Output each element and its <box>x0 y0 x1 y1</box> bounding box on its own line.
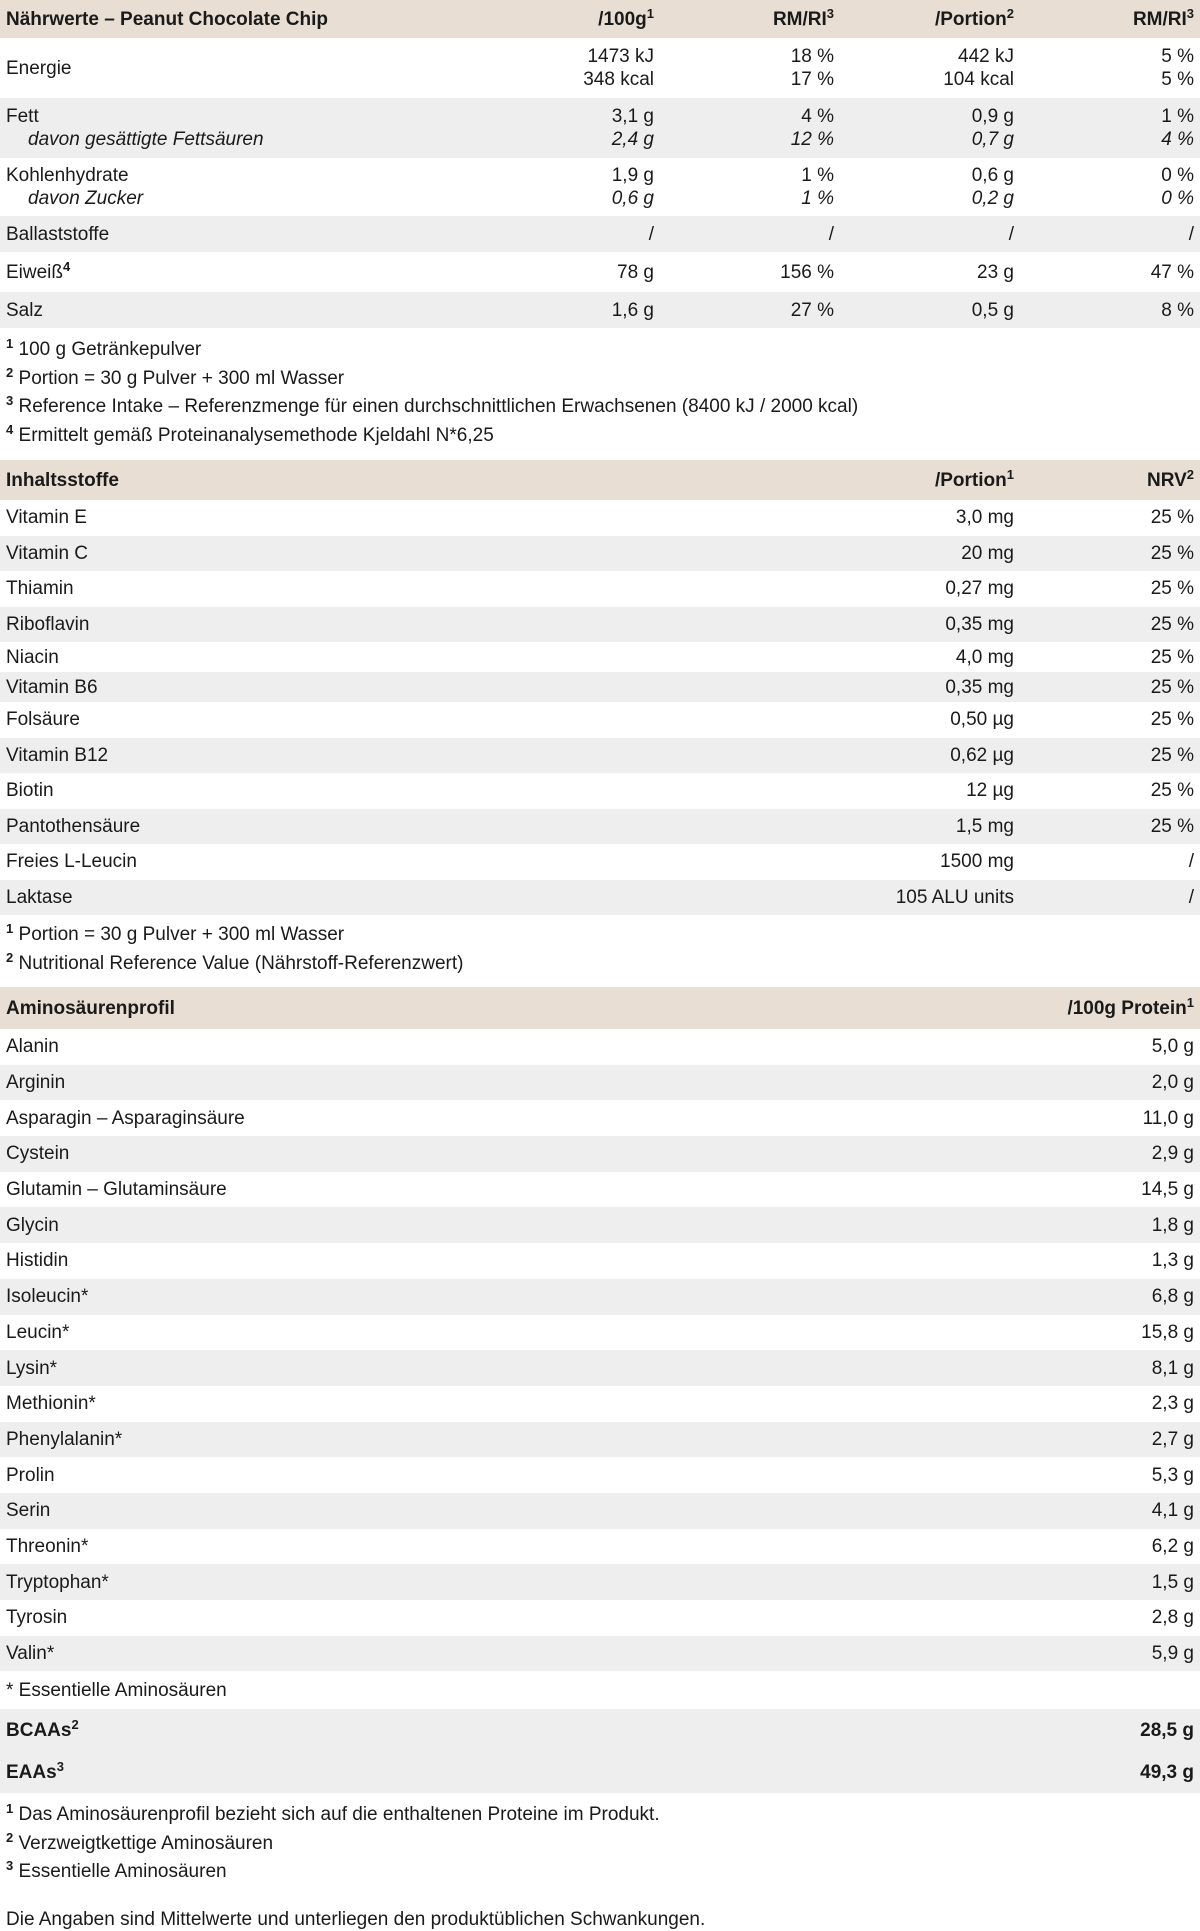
cell-per100: 1473 kJ 348 kcal <box>583 46 654 90</box>
row-label: Riboflavin <box>0 607 840 643</box>
table-row <box>0 809 1200 845</box>
cell-portion: 105 ALU units <box>840 880 1020 916</box>
table-row <box>0 292 1200 328</box>
row-label: Alanin <box>6 1036 59 1058</box>
table-row <box>0 1136 1200 1172</box>
row-label: Vitamin B12 <box>0 738 840 774</box>
table-row <box>0 1172 1200 1208</box>
header-ri1: $RM/RI^3$ <box>660 0 840 38</box>
footnote: $^2$ Nutritional Reference Value (Nährstoff-Referenzwert) <box>6 949 464 974</box>
row-label: Histidin <box>6 1250 69 1272</box>
table-row <box>0 672 1200 702</box>
cell-ri-portion: 0 % 0 % <box>1161 165 1194 209</box>
cell-ri: 4 % 12 % <box>660 98 840 158</box>
row-label: Valin* <box>0 1636 960 1672</box>
cell-ri: / <box>660 216 840 252</box>
row-label: Prolin <box>6 1464 55 1486</box>
essential-note-row <box>0 1671 1200 1709</box>
row-label: Vitamin C <box>0 536 840 572</box>
row-label: Vitamin E <box>6 507 87 529</box>
cell-per100: 78 g <box>617 261 654 283</box>
total-value: 49,3 g <box>960 1751 1200 1793</box>
row-label: Biotin <box>6 780 54 802</box>
total-label: EAAs$^3$ <box>0 1751 960 1793</box>
header-portion: /Portion$^2$ <box>840 0 1020 38</box>
table-row <box>0 880 1200 916</box>
row-label: Threonin* <box>6 1535 89 1557</box>
cell-per100: / <box>500 216 660 252</box>
table-row <box>0 702 1200 738</box>
table-row <box>0 1493 1200 1529</box>
row-label: Phenylalanin* <box>0 1422 960 1458</box>
ingredients-footnotes <box>0 915 1200 987</box>
cell-nrv: 25 % <box>1150 578 1194 600</box>
table-row <box>0 1422 1200 1458</box>
row-label: Thiamin <box>6 578 74 600</box>
footnote: $^3$ Essentielle Aminosäuren <box>6 1858 227 1883</box>
footnote: $^3$ Reference Intake – Referenzmenge für einen durchschnittlichen Erwachsenen (8400 kJ / 2000 kcal) <box>6 393 859 417</box>
disclaimer: Die Angaben sind Mittelwerte und unterliegen den produktüblichen Schwankungen. <box>6 1909 706 1931</box>
footnote: $^2$ Verzweigtkettige Aminosäuren <box>6 1829 274 1854</box>
table-row <box>0 1065 1200 1101</box>
table-row <box>0 252 1200 292</box>
ingredients-title: Inhaltsstoffe <box>0 460 840 500</box>
table-row <box>0 844 1200 880</box>
cell-value: 1,3 g <box>1151 1250 1194 1272</box>
cell-nrv: 25 % <box>1150 507 1194 529</box>
cell-portion: 0,27 mg <box>945 578 1014 600</box>
table-row <box>0 1457 1200 1493</box>
row-label: Eiweiß$^4$ <box>6 258 71 283</box>
table-row <box>0 98 1200 158</box>
row-label: Serin <box>0 1493 960 1529</box>
cell-portion: 0,50 µg <box>950 709 1014 731</box>
cell-portion: 0,62 µg <box>840 738 1020 774</box>
cell-value: 6,2 g <box>1151 1535 1194 1557</box>
row-label: Tryptophan* <box>0 1564 960 1600</box>
table-row <box>0 607 1200 643</box>
row-label: Salz <box>0 292 500 328</box>
row-label: Isoleucin* <box>0 1279 960 1315</box>
header-per100-protein: /100g Protein$^1$ <box>960 987 1200 1029</box>
cell-portion: 0,6 g 0,2 g <box>971 165 1014 209</box>
amino-table <box>0 987 1200 1793</box>
table-row <box>0 500 1200 536</box>
row-label: Lysin* <box>0 1350 960 1386</box>
ingredients-table <box>0 460 1200 915</box>
cell-portion: 23 g <box>977 261 1014 283</box>
row-label: Niacin <box>6 646 59 668</box>
cell-nrv: 25 % <box>1020 536 1200 572</box>
essential-note: * Essentielle Aminosäuren <box>6 1679 227 1701</box>
total-row <box>0 1709 1200 1751</box>
footnote: $^1$ Portion = 30 g Pulver + 300 ml Wasser <box>6 921 345 945</box>
cell-per100: 3,1 g 2,4 g <box>500 98 660 158</box>
cell-portion: 20 mg <box>840 536 1020 572</box>
cell-nrv: 25 % <box>1150 780 1194 802</box>
table-row <box>0 38 1200 98</box>
row-label: Freies L-Leucin <box>6 851 137 873</box>
table-row <box>0 1029 1200 1065</box>
cell-portion: 3,0 mg <box>955 507 1014 529</box>
table-row <box>0 738 1200 774</box>
table-row <box>0 158 1200 216</box>
cell-ri-portion: / <box>1020 216 1200 252</box>
cell-value: 1,8 g <box>960 1207 1200 1243</box>
row-label: Vitamin B6 <box>0 672 840 702</box>
cell-value: 15,8 g <box>1141 1321 1194 1343</box>
nutrition-table <box>0 0 1200 328</box>
cell-portion: 0,35 mg <box>840 607 1020 643</box>
table-row <box>0 1100 1200 1136</box>
cell-portion: 1,5 mg <box>840 809 1020 845</box>
cell-value: 14,5 g <box>1141 1179 1194 1201</box>
cell-ri: 1 % 1 % <box>801 165 834 209</box>
row-label: Arginin <box>0 1065 960 1101</box>
row-label: Laktase <box>0 880 840 916</box>
row-label: Kohlenhydrate davon Zucker <box>6 165 144 209</box>
table-row <box>0 536 1200 572</box>
table-row <box>0 216 1200 252</box>
row-label: Ballaststoffe <box>0 216 500 252</box>
cell-portion: / <box>840 216 1020 252</box>
nutrition-title: Nährwerte – Peanut Chocolate Chip <box>0 0 500 38</box>
cell-value: 1,5 g <box>960 1564 1200 1600</box>
cell-value: 2,7 g <box>960 1422 1200 1458</box>
row-label: Leucin* <box>6 1321 70 1343</box>
cell-value: 2,9 g <box>960 1136 1200 1172</box>
header-ri2: $RM/RI^3$ <box>1020 0 1200 38</box>
cell-value: 11,0 g <box>1142 1107 1194 1129</box>
cell-portion: 442 kJ 104 kcal <box>943 46 1014 90</box>
row-label: Methionin* <box>6 1393 96 1415</box>
footnote: $^4$ Ermittelt gemäß Proteinanalysemethode Kjeldahl N*6,25 <box>6 421 494 446</box>
cell-value: 6,8 g <box>960 1279 1200 1315</box>
cell-value: 4,1 g <box>960 1493 1200 1529</box>
table-row <box>0 1279 1200 1315</box>
cell-nrv: 25 % <box>1020 672 1200 702</box>
table-row <box>0 1350 1200 1386</box>
table-row <box>0 773 1200 809</box>
cell-portion: 0,9 g 0,7 g <box>840 98 1020 158</box>
cell-ri: 18 % 17 % <box>790 46 834 90</box>
header-per100: $/100g^1$ <box>500 0 660 38</box>
cell-portion: 12 µg <box>966 780 1014 802</box>
cell-portion: 0,5 g <box>840 292 1020 328</box>
table-row <box>0 1564 1200 1600</box>
footnote: $^2$ Portion = 30 g Pulver + 300 ml Wasser <box>6 364 345 389</box>
table-row <box>0 1529 1200 1565</box>
amino-header-row <box>0 987 1200 1029</box>
cell-value: 5,9 g <box>960 1636 1200 1672</box>
cell-per100: 1,9 g 0,6 g <box>611 165 654 209</box>
cell-portion: 0,35 mg <box>840 672 1020 702</box>
cell-portion: 1500 mg <box>940 851 1014 873</box>
nutrition-footnotes <box>0 328 1200 460</box>
row-label: Cystein <box>0 1136 960 1172</box>
row-label: Pantothensäure <box>0 809 840 845</box>
cell-nrv: 25 % <box>1020 809 1200 845</box>
cell-value: 2,8 g <box>1151 1607 1194 1629</box>
cell-value: 5,3 g <box>1151 1464 1194 1486</box>
table-row <box>0 1386 1200 1422</box>
cell-ri-portion: 5 % 5 % <box>1161 46 1194 90</box>
cell-ri: 156 % <box>780 261 834 283</box>
cell-nrv: 25 % <box>1150 709 1194 731</box>
footnote: $^1$ Das Aminosäurenprofil bezieht sich auf die enthaltenen Proteine im Produkt. <box>6 1801 660 1826</box>
total-value: 28,5 g <box>960 1709 1200 1751</box>
cell-per100: 1,6 g <box>500 292 660 328</box>
total-label: BCAAs$^2$ <box>0 1709 960 1751</box>
row-label: Fett davon gesättigte Fettsäuren <box>0 98 500 158</box>
cell-portion: 4,0 mg <box>955 646 1014 668</box>
table-row <box>0 1243 1200 1279</box>
row-label: Glutamin – Glutaminsäure <box>6 1179 227 1201</box>
cell-value: 8,1 g <box>960 1350 1200 1386</box>
cell-nrv: 25 % <box>1020 607 1200 643</box>
row-label: Asparagin – Asparaginsäure <box>6 1107 245 1129</box>
cell-ri-portion: 1 % 4 % <box>1020 98 1200 158</box>
ingredients-header-row <box>0 460 1200 500</box>
cell-nrv: / <box>1188 851 1194 873</box>
amino-footnotes <box>0 1793 1200 1895</box>
nutrition-header-row <box>0 0 1200 38</box>
table-row <box>0 1600 1200 1636</box>
header-portion: /Portion$^1$ <box>840 460 1020 500</box>
amino-title: Aminosäurenprofil <box>0 987 960 1029</box>
row-label: Tyrosin <box>6 1607 68 1629</box>
table-row <box>0 642 1200 672</box>
cell-value: 2,0 g <box>960 1065 1200 1101</box>
cell-ri-portion: 8 % <box>1020 292 1200 328</box>
cell-value: 5,0 g <box>1151 1036 1194 1058</box>
row-label: Folsäure <box>6 709 80 731</box>
header-nrv: NRV$^2$ <box>1020 460 1200 500</box>
total-row <box>0 1751 1200 1793</box>
footnote: $^1$ 100 g Getränkepulver <box>6 336 202 360</box>
cell-nrv: 25 % <box>1150 646 1194 668</box>
table-row <box>0 571 1200 607</box>
row-label: Glycin <box>0 1207 960 1243</box>
cell-ri: 27 % <box>660 292 840 328</box>
table-row <box>0 1636 1200 1672</box>
row-label: Energie <box>6 57 72 79</box>
cell-nrv: 25 % <box>1020 738 1200 774</box>
cell-nrv: / <box>1020 880 1200 916</box>
table-row <box>0 1207 1200 1243</box>
table-row <box>0 1315 1200 1351</box>
cell-value: 2,3 g <box>1151 1393 1194 1415</box>
cell-ri-portion: 47 % <box>1150 261 1194 283</box>
